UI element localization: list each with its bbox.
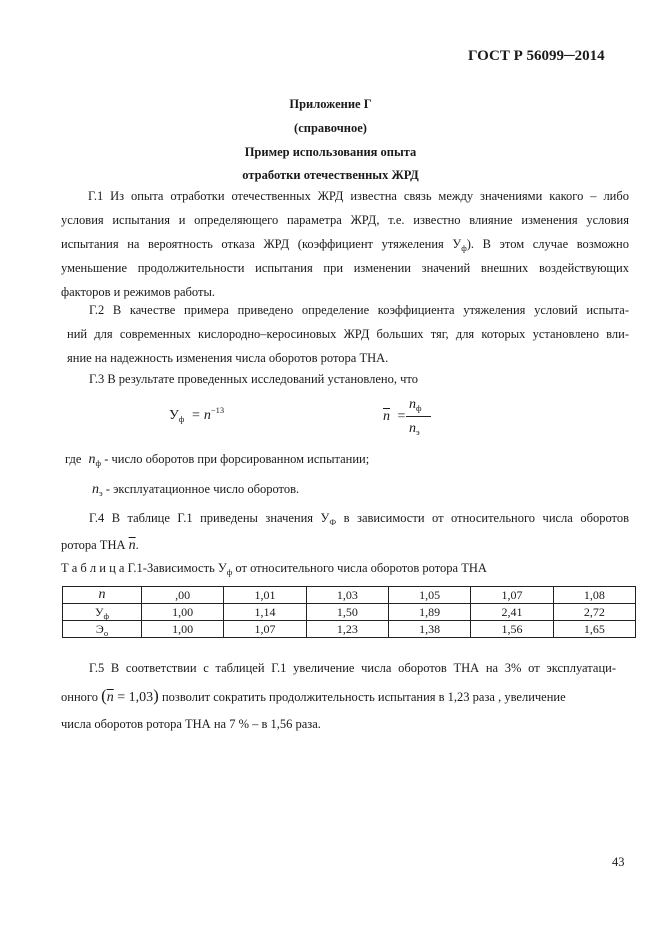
g5-line-2: онного $(\overline{n} = 1,03)$ позволит сократить продолжительность испытания в 1,23 раза , увеличение	[61, 686, 566, 705]
table-cell: ,00	[142, 587, 224, 604]
table-cell: 1,23	[306, 621, 388, 638]
table-cell: 1,65	[553, 621, 635, 638]
appendix-type: (справочное)	[294, 121, 367, 135]
formula-utyazhelenie: $У_ф = n^{-13}$	[169, 405, 225, 424]
table-cell: 1,00	[142, 621, 224, 638]
fraction-bar	[406, 416, 431, 417]
paragraph-g4	[61, 506, 629, 530]
g1-line-4: уменьшение продолжительности испытания при изменении значений внешних воздействующих	[61, 261, 629, 275]
table-g1	[62, 586, 636, 638]
table-cell: 1,56	[471, 621, 553, 638]
table-cell: 1,00	[142, 604, 224, 621]
paragraph-g3: Г.3 В результате проведенных исследований установлено, что	[89, 372, 418, 386]
table-cell: 2,41	[471, 604, 553, 621]
paragraph-g5	[61, 656, 616, 680]
formula-numerator: $n_ф$	[409, 397, 422, 413]
table-cell: 1,05	[388, 587, 470, 604]
g4-line-2: ротора ТНА $\overline{n}$.	[61, 538, 139, 553]
table-cell: 1,07	[471, 587, 553, 604]
g1-line-3: испытания на вероятность отказа ЖРД (коэффициент утяжеления $У_ф$). В этом случае возможно	[61, 237, 629, 253]
paragraph-g2	[67, 298, 629, 370]
g5-line-3: числа оборотов ротора ТНА на 7 % – в 1,56 раза.	[61, 717, 321, 731]
row-label: $\overline{n}$	[63, 587, 142, 604]
standard-number: ГОСТ Р 56099─2014	[468, 48, 605, 64]
formula-relative-rpm: $\overline{n}$ =	[383, 409, 406, 424]
table-caption: Т а б л и ц а Г.1-Зависимость $У_ф$ от относительного числа оборотов ротора ТНА	[61, 561, 487, 577]
appendix-title: Приложение Г	[289, 97, 372, 111]
table-cell: 1,07	[224, 621, 306, 638]
where-operational-rpm: $n_э$ - эксплуатационное число оборотов.	[92, 482, 300, 498]
table-row	[63, 621, 636, 638]
table-cell: 1,08	[553, 587, 635, 604]
paragraph-g1	[61, 184, 629, 304]
appendix-heading-line2: отработки отечественных ЖРД	[242, 168, 419, 182]
g1-line-2: условия испытания и определяющего параметра ЖРД, т.е. известно влияние изменения условия	[61, 213, 629, 227]
table-cell: 2,72	[553, 604, 635, 621]
row-label: $Э_о$	[63, 621, 142, 638]
g2-line-2: ний для современных кислородно–керосиновых ЖРД больших тяг, для которых установлено вли-	[67, 327, 629, 341]
table-cell: 1,01	[224, 587, 306, 604]
table-cell: 1,38	[388, 621, 470, 638]
formula-denominator: $n_э$	[409, 421, 420, 437]
table-cell: 1,14	[224, 604, 306, 621]
table-row	[63, 604, 636, 621]
g1-line-5: факторов и режимов работы.	[61, 285, 215, 299]
g5-line-1: Г.5 В соответствии с таблицей Г.1 увеличение числа оборотов ТНА на 3% от эксплуатаци-	[89, 661, 616, 675]
where-forced-rpm: где $n_ф$ - число оборотов при форсированном испытании;	[65, 452, 370, 468]
row-label: $У_ф$	[63, 604, 142, 621]
g1-line-1: Г.1 Из опыта отработки отечественных ЖРД известна связь между значениями какого – либо	[88, 189, 629, 203]
table-cell: 1,89	[388, 604, 470, 621]
table-row	[63, 587, 636, 604]
g4-line-1: Г.4 В таблице Г.1 приведены значения $У_Ф$ в зависимости от относительного числа оборотов	[89, 511, 629, 527]
g2-line-1: Г.2 В качестве примера приведено определение коэффициента утяжеления условий испыта-	[89, 303, 629, 317]
appendix-heading-line1: Пример использования опыта	[244, 145, 417, 159]
table-cell: 1,03	[306, 587, 388, 604]
page-number: 43	[612, 855, 625, 869]
g2-line-3: яние на надежность изменения числа оборотов ротора ТНА.	[67, 351, 389, 365]
table-cell: 1,50	[306, 604, 388, 621]
